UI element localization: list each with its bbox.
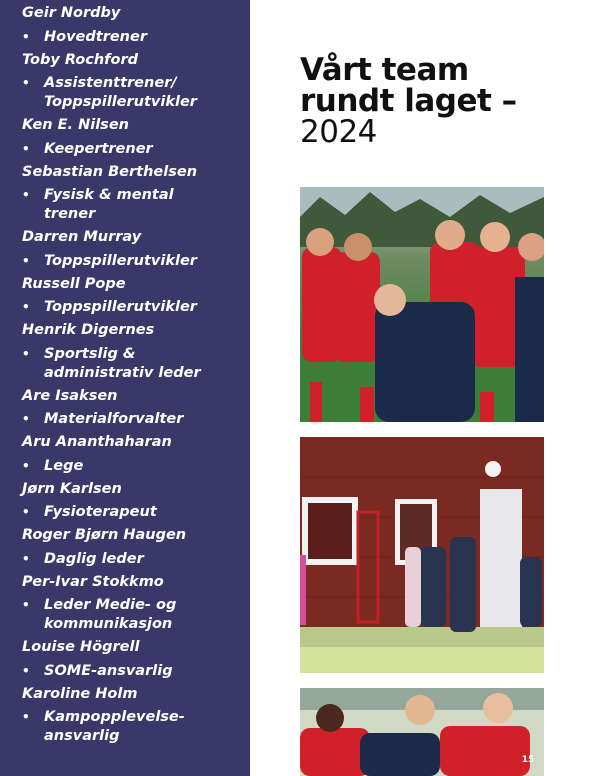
staff-role xyxy=(0,455,250,478)
staff-role-text: Sportslig & administrativ leder xyxy=(44,345,201,381)
bullet-icon: • xyxy=(22,76,30,90)
staff-list xyxy=(0,2,250,748)
staff-name: Karoline Holm xyxy=(22,685,138,702)
staff-role xyxy=(0,501,250,524)
clubhouse-illustration xyxy=(300,437,544,673)
staff-role xyxy=(0,594,250,636)
staff-role-text: Hovedtrener xyxy=(44,28,147,45)
staff-role xyxy=(0,184,250,226)
staff-sidebar xyxy=(0,0,250,776)
clubhouse-photo xyxy=(300,437,544,673)
bullet-icon: • xyxy=(22,346,30,361)
bullet-icon: • xyxy=(22,663,30,678)
staff-role-text: Materialforvalter xyxy=(44,411,184,427)
staff-role-text: SOME-ansvarlig xyxy=(44,662,173,679)
title-year: 2024 xyxy=(300,114,377,150)
staff-role-text: Fysioterapeut xyxy=(44,504,157,520)
staff-role-text: Toppspillerutvikler xyxy=(44,299,197,315)
staff-name: Louise Högrell xyxy=(22,639,140,655)
players-coach-illustration xyxy=(300,688,544,776)
staff-name: Ken E. Nilsen xyxy=(22,117,129,133)
staff-role xyxy=(0,548,250,571)
bullet-icon: • xyxy=(22,505,30,519)
team-huddle-illustration xyxy=(300,187,544,422)
staff-role xyxy=(0,72,250,114)
bullet-icon: • xyxy=(22,412,30,426)
staff-role xyxy=(0,250,250,273)
staff-name: Roger Bjørn Haugen xyxy=(22,527,187,543)
staff-role xyxy=(0,26,250,49)
bullet-icon: • xyxy=(22,710,30,724)
staff-name: Sebastian Berthelsen xyxy=(22,163,198,180)
staff-role xyxy=(0,296,250,319)
bullet-icon: • xyxy=(22,598,30,612)
players-coach-photo xyxy=(300,688,544,776)
staff-role-text: Lege xyxy=(44,457,84,474)
staff-name: Toby Rochford xyxy=(22,51,138,68)
staff-role xyxy=(0,660,250,683)
staff-name: Darren Murray xyxy=(22,229,142,245)
staff-role xyxy=(0,408,250,431)
staff-name: Russell Pope xyxy=(22,275,126,292)
staff-role-text: Daglig leder xyxy=(44,550,144,567)
page-number: 15 xyxy=(521,755,535,765)
staff-name: Per-Ivar Stokkmo xyxy=(22,573,164,590)
bullet-icon: • xyxy=(22,188,30,202)
staff-role-text: Fysisk & mental trener xyxy=(44,187,174,222)
bullet-icon: • xyxy=(22,300,30,314)
staff-role-text: Kampopplevelse- ansvarlig xyxy=(44,709,185,744)
staff-role xyxy=(0,706,250,748)
staff-role xyxy=(0,343,250,385)
staff-role-text: Leder Medie- og kommunikasjon xyxy=(44,597,177,632)
bullet-icon: • xyxy=(22,253,30,268)
page-title xyxy=(300,52,580,150)
staff-name: Aru Ananthaharan xyxy=(22,434,172,450)
staff-role xyxy=(0,138,250,161)
staff-name: Are Isaksen xyxy=(22,387,118,404)
staff-role-text: Toppspillerutvikler xyxy=(44,252,197,269)
title-line-1: Vårt team xyxy=(300,52,469,88)
title-line-2: rundt laget – xyxy=(300,83,517,119)
staff-name: Jørn Karlsen xyxy=(22,480,122,497)
bullet-icon: • xyxy=(22,458,30,473)
staff-name: Henrik Digernes xyxy=(22,322,155,338)
bullet-icon: • xyxy=(22,141,30,156)
staff-role-text: Keepertrener xyxy=(44,140,153,157)
bullet-icon: • xyxy=(22,551,30,566)
staff-role-text: Assistenttrener/ Toppspillerutvikler xyxy=(44,75,197,110)
team-huddle-photo xyxy=(300,187,544,422)
staff-name: Geir Nordby xyxy=(22,5,121,21)
bullet-icon: • xyxy=(22,29,30,44)
